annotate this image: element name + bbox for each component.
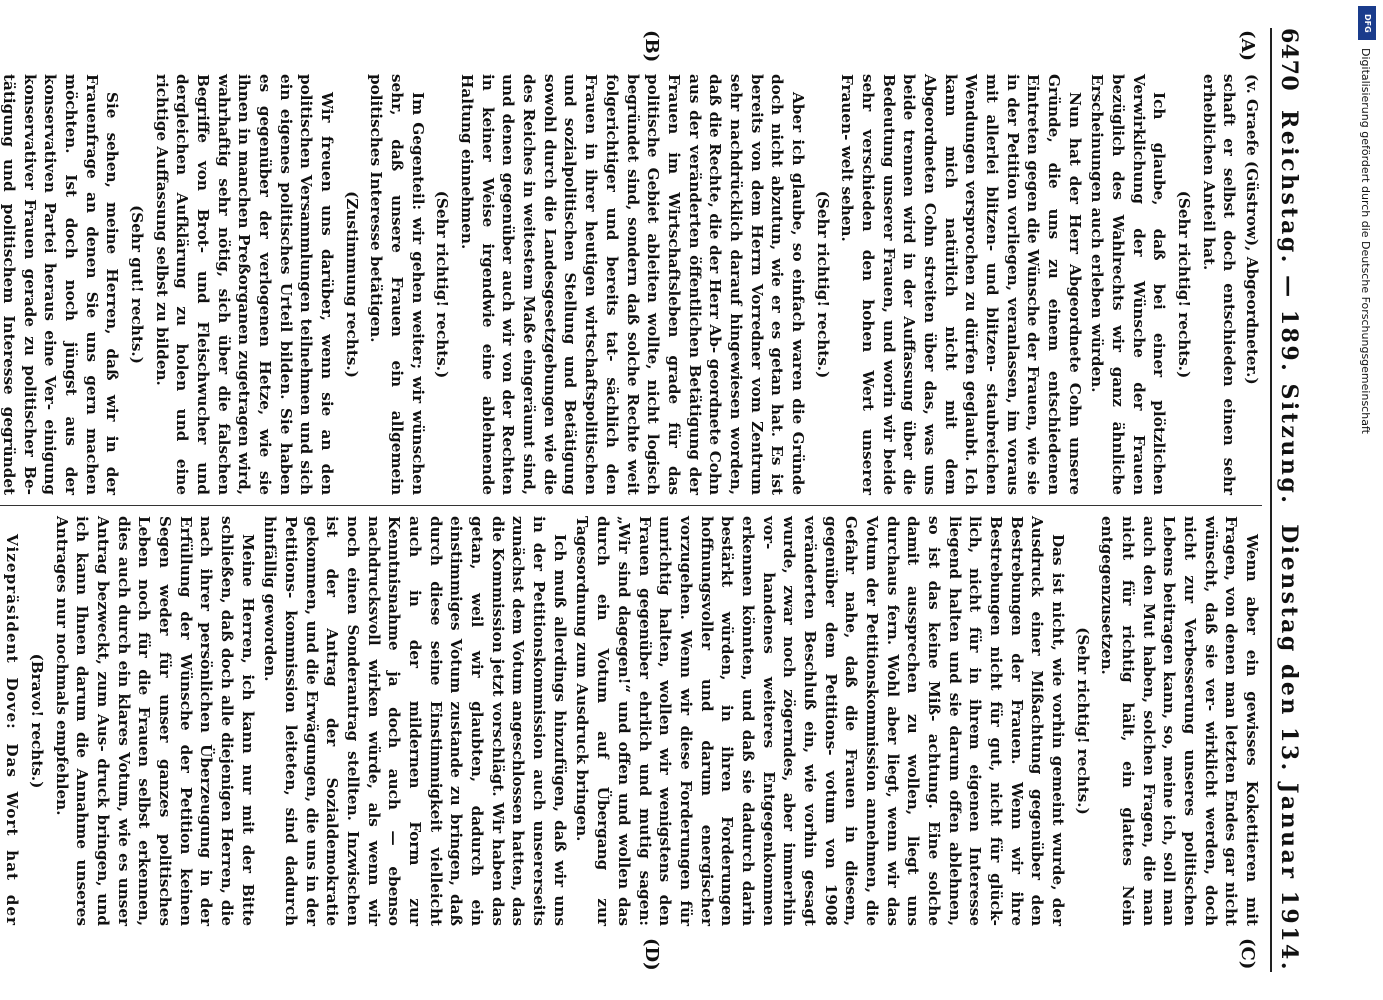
interjection: (Sehr richtig! rechts.) [813,190,832,379]
paragraph: Meine Herren, ich kann nur mit der Bitte schließen, daß doch alle diejenigen Herren, die nach ihrer persönlichen Überzeugung in der Erfüllung der Wünsche der Petition keinen Segen weder für unser ganzes politisches Leben noch für die Frauen selbst erkennen, dies auch durch ein klares Votum, wie es unser Antrag bezweckt, zum Aus- druck bringen, und ich kann Ihnen darum die Annahme unseres Antrages nur nochmals empfehlen. [52,516,257,926]
paragraph: Nun hat der Herr Abgeordnete Cohn unsere Gründe, die uns zu einem entschiedenen Eintreten gegen die Wünsche der Frauen, wie sie in der Petition vorliegen, veranlassen, im voraus mit allerlei blitzen- und blitzen- staubreichen Wendungen versprochen zu dürfen geglaubt. Ich kann mich natürlich nicht mit dem Abgeordneten Cohn streiten über das, was uns beide trennen wird in der Auffassung über die Bedeutung unserer Frauen, und worin wir beide sehr verschieden den hohen Wert unserer Frauen- welt sehen. [838,74,1084,495]
paragraph: Das ist nicht, wie vorhin gemeint wurde, der Ausdruck einer Mißachtung gegenüber den Bestrebungen der Frauen. Wenn wir ihre Bestrebungen nicht für gut, nicht für glück- lich, nicht für in ihrem eigenen Interesse liegend halten und sie darum offen ablehnen, so ist das keine Miß- achtung. Eine solche damit aussprechen zu wollen, liegt uns durchaus fern. Wohl aber liegt, wenn wir das Votum der Petitionskommission annehmen, die Gefahr nahe, daß die Frauen in diesem, gegenüber dem Petitions- votum von 1908 veränderten Beschluß ein, wie vorhin gesagt wurde, zwar noch zögerndes, aber immerhin vor- handenes weiteres Entgegenkommen erkennen könnten, und daß sie dadurch darin bestärkt würden, in ihren Forderungen hoffnungsvoller und darum energischer vorzugehen. Wenn wir diese Forderungen für unrichtig halten, wollen wir wenigstens den Frauen gegenüber ehrlich und mutig sagen: „Wir sind dagegen!“ und offen und wollen das durch ein Votum auf Übergang zur Tagesordnung zum Ausdruck bringen. [573,516,1067,926]
paragraph: Im Gegenteil: wir gehen weiter; wir wünschen sehr, daß unsere Frauen ein allgemein politisches Interesse betätigen. [367,74,427,495]
interjection: (Sehr richtig! rechts.) [433,190,452,379]
dfg-logo: DFG [1358,6,1376,40]
paragraph: Aber ich glaube, so einfach waren die Gründe doch nicht abzutun, wie er es getan hat. Es ist bereits von dem Herrn Vorredner vom Zentrum sehr nachdrücklich darauf hingewiesen worden, daß die Rechte, die der Herr Ab- geordnete Cohn aus der veränderten öffentlichen Betätigung der Frauen im Wirtschaftsleben grade für das politische Gebiet ableiten wollte, nicht logisch begründet sind, sondern daß solche Rechte weit folgerichtiger und bereits tat- sächlich den Frauen in ihrer heutigen wirtschaftspolitischen und sozialpolitischen Stellung und Betätigung sowohl durch die Landesgesetzgebungen wie die des Reiches in weitestem Maße eingeräumt sind, und denen gegenüber auch wir von der Rechten in keiner Weise irgendwie eine ablehnende Haltung einnehmen. [458,74,807,495]
interjection: (Sehr gut! rechts.) [128,205,147,364]
page-date: Dienstag den 13. Januar 1914. [1276,524,1302,972]
paragraph: (v. Graefe (Güstrow), Abgeordneter.) [1243,74,1261,385]
paragraph: Sie sehen, meine Herren, daß wir in der Frauenfrage an denen Sie uns gern machen möchten. Ist doch noch jüngst aus der konservativen Partei heraus eine Ver- einigung konservativer Frauen gerade zu politischer Be- tätigung und politischem Interesse gegründet [0,74,122,495]
columns [0,28,1262,972]
paragraph: Ich muß allerdings hinzufügen, daß wir uns in der Petitionskommission auch unsererseits zunächst dem Votum angeschlossen hatten, das die Kommission jetzt vorschlägt. Wir haben das getan, weil wir glaubten, dadurch ein einstimmiges Votum zustande zu bringen, daß durch diese seine Einstimmigkeit vielleicht auch in der mildernen Form zur Kenntnisnahme ja doch auch — ebenso nachdrucksvoll wirken würde, als wenn wir noch einen Sonderantrag stellten. Inzwischen ist der Antrag der Sozialdemokratie gekommen, und die Erwägungen, die uns in der Petitions- kommission leiteten, sind dadurch hinfällig geworden. [261,516,569,926]
margin-mark-d: (D) [641,938,662,971]
interjection: (Zustimmung rechts.) [342,191,361,378]
interjection: (Sehr richtig! rechts.) [1073,627,1092,815]
speaker-line: Vizepräsident Dove: Das Wort hat der [3,534,22,926]
paragraph: schaft er selbst doch entschieden einen sehr erheblichen Anteil hat. [1199,74,1239,495]
interjection: (Sehr richtig! rechts.) [1174,190,1193,379]
left-margin [0,28,1262,64]
right-column [0,505,1262,926]
digitization-strip [1355,0,1383,1000]
margin-mark-a: (A) [1237,30,1258,61]
left-column [0,74,1262,495]
digitization-note: Digitalisierung gefördert durch die Deutsche Forschungsgemeinschaft [1359,48,1372,434]
interjection: (Bravo! rechts.) [28,653,47,789]
right-margin [0,936,1262,972]
page-header [1270,28,1302,972]
paragraph: Wir freuen uns darüber, wenn sie an den politischen Versammlungen teilnehmen und sich ein eigenes politisches Urteil bilden. Sie haben es gegenüber der verlogenen Hetze, wie sie ihnen in manchen Preßorganen zugetragen wird, wahrhaftig sehr nötig, sich über die falschen Begriffe von Brot- und Fleischwucher und dergleichen Aufklärung zu holen und eine richtige Auffassung selbst zu bilden. [152,74,337,495]
session-title: Reichstag. — 189. Sitzung. [1276,110,1302,506]
margin-mark-b: (B) [641,30,662,63]
paragraph: Ich glaube, daß bei einer plötzlichen Verwirklichung der Wünsche der Frauen bezüglich des Wahlrechts wir ganz ähnliche Erscheinungen auch erleben würden. [1088,74,1169,495]
page-number: 6470 [1276,28,1302,92]
paragraph: Wenn aber ein gewisses Kokettieren mit Fragen, von denen man letzten Endes gar nicht wünscht, daß sie ver- wirklicht werden, doch nicht zur Verbesserung unseres politischen Lebens beitragen kann, so, meine ich, soll man auch den Mut haben, solchen Fragen, die man nicht für richtig hält, ein glattes Nein entgegenzusetzen. [1098,516,1261,926]
margin-mark-c: (C) [1237,938,1258,970]
